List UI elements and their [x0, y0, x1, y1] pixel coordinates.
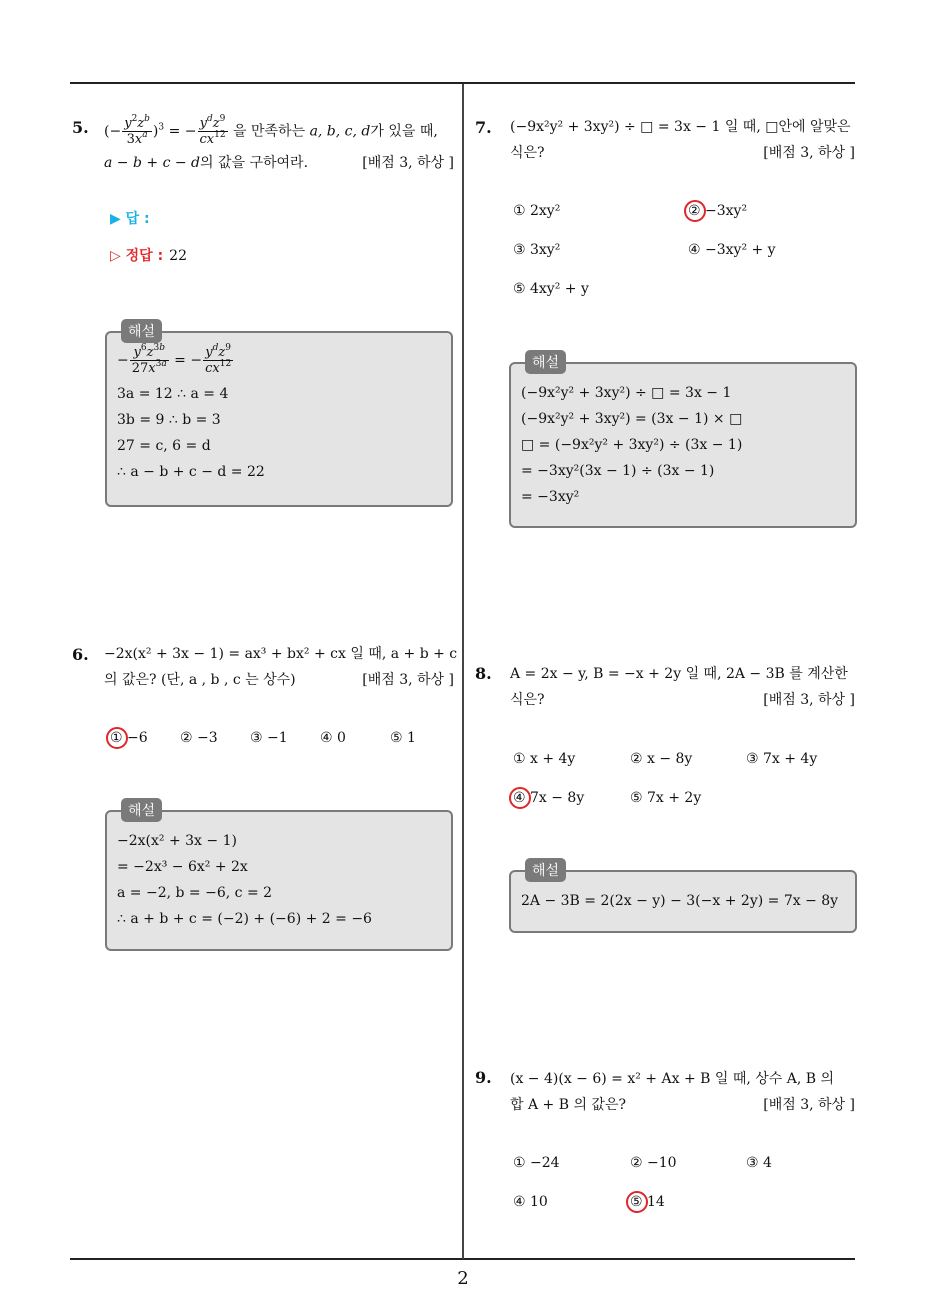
- q6-line2: 의 값은? (단, a , b , c 는 상수): [104, 672, 296, 688]
- q7-score: [배점 3, 하상 ]: [763, 145, 855, 161]
- q7-choice-1[interactable]: ① 2xy²: [513, 203, 561, 219]
- page-number: 2: [457, 1268, 469, 1289]
- q5-solution-line: 3b = 9 ∴ b = 3: [117, 412, 221, 428]
- q9-choice-1[interactable]: ① −24: [513, 1155, 560, 1171]
- q8-solution-line: 2A − 3B = 2(2x − y) − 3(−x + 2y) = 7x − 8y: [521, 893, 839, 909]
- q8-choice-4[interactable]: ④ 7x − 8y: [513, 790, 585, 806]
- q6-selected-circle: [106, 727, 128, 749]
- q7-solution-box: [509, 355, 857, 528]
- q7-choice-2[interactable]: ② −3xy²: [688, 203, 748, 219]
- q5-solution-line: ∴ a − b + c − d = 22: [117, 464, 265, 480]
- q5-correct-label: ▷ 정답 :: [110, 248, 164, 264]
- q5-solution-body: − $\frac{y^6z^{3b}}{27x^{3a}}$ = − $\frac{y^dz^9}{cx^{12}}$ 3a = 12 ∴ a = 4 3b = 9 ∴ b = 3 27 = c, 6 = d ∴ a − b + c − d = 22: [117, 345, 265, 485]
- q7-question: [510, 114, 855, 166]
- q6-choice-1[interactable]: ① −6: [110, 730, 148, 746]
- q7-solution-line: □ = (−9x²y² + 3xy²) ÷ (3x − 1): [521, 437, 743, 453]
- q9-score: [배점 3, 하상 ]: [763, 1097, 855, 1113]
- q7-choice-4[interactable]: ④ −3xy² + y: [688, 242, 776, 258]
- q6-score: [배점 3, 하상 ]: [362, 672, 454, 688]
- q7-solution-body: [521, 380, 742, 510]
- q6-choice-2[interactable]: ② −3: [180, 730, 218, 746]
- q5-question: (− $\frac{y^2z^b}{3x^a}$ )$^3$ = − $\frac{y^dz^9}{cx^{12}}$ 을 만족하는 a, b, c, d가 있을 때, a − b + c − d의 값을 구하여라. [배점 3, 하상 ]: [104, 116, 454, 176]
- q5-line2-expr: a − b + c − d: [104, 155, 201, 171]
- q5-answer-label: ▶ 답 :: [110, 211, 150, 227]
- q8-choice-2[interactable]: ② x − 8y: [630, 751, 693, 767]
- q8-line2: 식은?: [510, 692, 545, 708]
- q7-choice-5[interactable]: ⑤ 4xy² + y: [513, 281, 589, 297]
- q6-choice-4[interactable]: ④ 0: [320, 730, 346, 746]
- q6-solution-line: ∴ a + b + c = (−2) + (−6) + 2 = −6: [117, 911, 372, 927]
- q8-line1: A = 2x − y, B = −x + 2y 일 때, 2A − 3B 를 계산한: [510, 666, 848, 682]
- q9-question: [510, 1066, 855, 1118]
- q5-solution-box: [105, 324, 453, 507]
- q6-choice-3[interactable]: ③ −1: [250, 730, 288, 746]
- q7-choice-3[interactable]: ③ 3xy²: [513, 242, 561, 258]
- q7-selected-circle: [684, 200, 706, 222]
- q8-score: [배점 3, 하상 ]: [763, 692, 855, 708]
- q5-number: 5.: [72, 118, 89, 137]
- q5-line2-text: 의 값을 구하여라.: [200, 155, 309, 171]
- q7-line1: (−9x²y² + 3xy²) ÷ □ = 3x − 1 일 때, □안에 알맞은: [510, 119, 851, 135]
- q8-selected-circle: [509, 787, 531, 809]
- q5-solution-line: 3a = 12 ∴ a = 4: [117, 386, 229, 402]
- q6-solution-tag: 해설: [121, 798, 162, 822]
- q7-solution-line: = −3xy²(3x − 1) ÷ (3x − 1): [521, 463, 715, 479]
- q7-solution-tag: 해설: [525, 350, 566, 374]
- q5-line1-vars: a, b, c, d: [309, 123, 371, 140]
- q7-solution-line: (−9x²y² + 3xy²) ÷ □ = 3x − 1: [521, 385, 732, 401]
- q6-solution-box: [105, 803, 453, 951]
- q5-line1-text: 을 만족하는: [233, 123, 306, 140]
- column-divider: [462, 84, 464, 1259]
- q5-solution-line: 27 = c, 6 = d: [117, 438, 211, 454]
- q5-correct: [110, 245, 187, 265]
- q8-solution-box: [509, 863, 857, 933]
- q9-number: 9.: [475, 1068, 492, 1087]
- q9-choice-4[interactable]: ④ 10: [513, 1194, 548, 1210]
- q6-question: [104, 641, 458, 693]
- q9-choice-2[interactable]: ② −10: [630, 1155, 677, 1171]
- q9-choice-3[interactable]: ③ 4: [746, 1155, 772, 1171]
- q5-solution-tag: 해설: [121, 319, 162, 343]
- q6-solution-line: a = −2, b = −6, c = 2: [117, 885, 273, 901]
- q9-line2: 합 A + B 의 값은?: [510, 1097, 626, 1113]
- q6-choice-5[interactable]: ⑤ 1: [390, 730, 416, 746]
- q6-solution-body: [117, 828, 372, 932]
- q8-question: [510, 661, 855, 713]
- q9-line1: (x − 4)(x − 6) = x² + Ax + B 일 때, 상수 A, B 의: [510, 1071, 835, 1087]
- q5-line1-end: 가 있을 때,: [370, 123, 438, 140]
- q8-choice-1[interactable]: ① x + 4y: [513, 751, 576, 767]
- q8-choice-3[interactable]: ③ 7x + 4y: [746, 751, 818, 767]
- q5-score: [배점 3, 하상 ]: [362, 155, 454, 171]
- q7-number: 7.: [475, 118, 492, 137]
- q6-solution-line: = −2x³ − 6x² + 2x: [117, 859, 248, 875]
- q8-number: 8.: [475, 664, 492, 683]
- q8-choice-5[interactable]: ⑤ 7x + 2y: [630, 790, 702, 806]
- q8-solution-body: [521, 888, 838, 914]
- q6-line1: −2x(x² + 3x − 1) = ax³ + bx² + cx 일 때, a + b + c: [104, 646, 458, 662]
- q7-solution-line: (−9x²y² + 3xy²) = (3x − 1) × □: [521, 411, 743, 427]
- q5-correct-value: 22: [169, 248, 187, 264]
- q6-solution-line: −2x(x² + 3x − 1): [117, 833, 237, 849]
- q7-solution-line: = −3xy²: [521, 489, 580, 505]
- q9-selected-circle: [626, 1191, 648, 1213]
- q9-choice-5[interactable]: ⑤ 14: [630, 1194, 665, 1210]
- q6-number: 6.: [72, 645, 89, 664]
- q7-line2: 식은?: [510, 145, 545, 161]
- q8-solution-tag: 해설: [525, 858, 566, 882]
